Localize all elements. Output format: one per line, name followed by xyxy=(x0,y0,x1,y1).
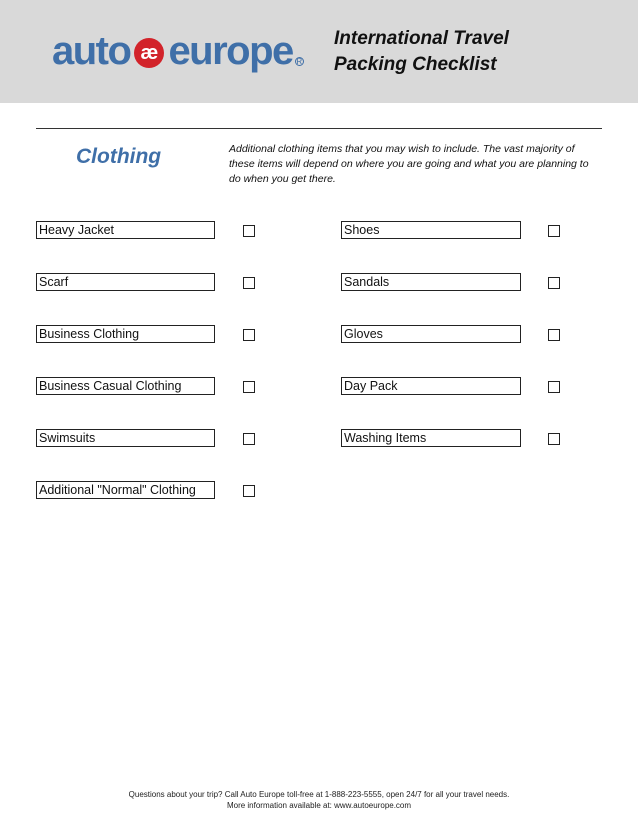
checkbox-scarf[interactable] xyxy=(243,277,255,289)
item-field-heavy-jacket[interactable]: Heavy Jacket xyxy=(36,221,215,239)
item-field-sandals[interactable]: Sandals xyxy=(341,273,521,291)
section-description: Additional clothing items that you may wish to include. The vast majority of these items will depend on where you are going and what you are planning to do when you get there. xyxy=(229,143,589,185)
checkbox-additional-normal-clothing[interactable] xyxy=(243,485,255,497)
item-field-business-clothing[interactable]: Business Clothing xyxy=(36,325,215,343)
checkbox-shoes[interactable] xyxy=(548,225,560,237)
footer-website-line: More information available at: www.autoeurope.com xyxy=(226,801,412,810)
document-title xyxy=(334,26,509,78)
logo-text-europe: europe xyxy=(168,29,293,73)
checkbox-heavy-jacket[interactable] xyxy=(243,225,255,237)
document-title-line1: International Travel xyxy=(334,28,509,49)
checkbox-business-casual-clothing[interactable] xyxy=(243,381,255,393)
footer xyxy=(0,789,638,811)
registered-mark-icon: R xyxy=(296,57,303,66)
item-field-washing-items[interactable]: Washing Items xyxy=(341,429,521,447)
header-band xyxy=(0,0,638,103)
document-title-line2: Packing Checklist xyxy=(334,54,497,75)
auto-europe-logo xyxy=(52,30,304,72)
item-field-business-casual-clothing[interactable]: Business Casual Clothing xyxy=(36,377,215,395)
section-title: Clothing xyxy=(76,145,162,168)
section-divider xyxy=(36,128,602,129)
checkbox-sandals[interactable] xyxy=(548,277,560,289)
item-field-shoes[interactable]: Shoes xyxy=(341,221,521,239)
item-field-swimsuits[interactable]: Swimsuits xyxy=(36,429,215,447)
item-field-additional-normal-clothing[interactable]: Additional "Normal" Clothing xyxy=(36,481,215,499)
item-field-gloves[interactable]: Gloves xyxy=(341,325,521,343)
item-field-day-pack[interactable]: Day Pack xyxy=(341,377,521,395)
checkbox-gloves[interactable] xyxy=(548,329,560,341)
checkbox-day-pack[interactable] xyxy=(548,381,560,393)
logo-text-auto: auto xyxy=(52,29,131,73)
item-field-scarf[interactable]: Scarf xyxy=(36,273,215,291)
checkbox-swimsuits[interactable] xyxy=(243,433,255,445)
logo-ae-mark-icon: æ xyxy=(134,38,164,68)
checkbox-washing-items[interactable] xyxy=(548,433,560,445)
checkbox-business-clothing[interactable] xyxy=(243,329,255,341)
footer-contact-line: Questions about your trip? Call Auto Europe toll-free at 1-888-223-5555, open 24/7 for all your travel needs. xyxy=(128,790,510,799)
